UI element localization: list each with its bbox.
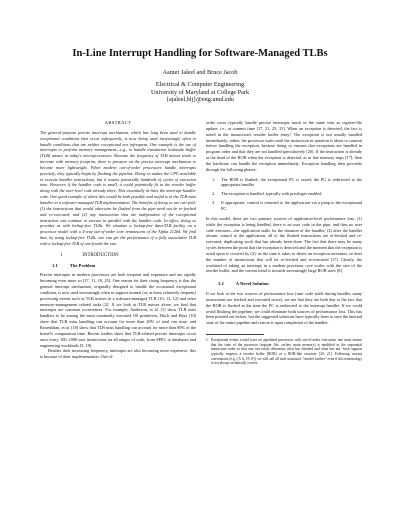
abstract-text: The general-purpose precise interrupt mechanism, which has long been used to handle exceptional conditions that occur infrequently, is now being used increasingly often to handle conditions that are neither exceptional nor infrequent. One example is the use of interrupts to perform memory management—e.g., to handle translation lookaside buffer (TLB) misses in today's microprocessors. Because the frequency of TLB misses tends to increase with memory footprint, there is pressure on the precise interrupt mechanism to become more lightweight. When modern out-of-order processors handle interrupts precisely, they typically begin by flushing the pipeline. Doing so makes the CPU available to execute handler instructions, but it wastes potentially hundreds of cycles of execution time. However, if the handler code is small, it could potentially fit in the reorder buffer along with the user-level code already there. This essentially in-lines the interrupt-handler code. One good example of where this would be both possible and useful is in the TLB-miss handler in a software-managed TLB implementation. The benefits of doing so are two-fold: (1) the instructions that would otherwise be flushed from the pipe need not be re-fetched and re-executed; and (2) any instructions that are independent of the exceptional instruction can continue to execute in parallel with the handler code. In effect, doing so provides us with lockup-free TLBs. We simulate a lockup-free data-TLB facility on a processor model with a 4-way out-of-order core reminiscent of the Alpha 21264. We find that, by using lockup-free TLBs, one can get the performance of a fully associative TLB with a lockup-free TLB of one-fourth the size.: [40, 129, 196, 246]
right-column: [206, 120, 362, 366]
list-number: 1.: [212, 176, 216, 182]
subsection-title: The Problem: [69, 262, 96, 268]
section-number: 1: [60, 252, 63, 258]
section-heading-introduction: [40, 253, 196, 259]
subsection-heading-novel-solution: [206, 281, 362, 287]
author-email: {ajaleel,blj}@eng.umd.edu: [166, 96, 234, 104]
affiliation: [0, 81, 400, 104]
exception-phase-list: [206, 177, 362, 212]
right-paragraph-2: In this model, there are two primary sources of application-level performance loss: (1) while the exception is being handled, there is no user code in the pipe, and thus no user code executes—the application stalls for the duration of the handler; (2) after the handler returns control to the application, all of the flushed instructions are re-fetched and re-executed, duplicating work that has already been done. The fact that there may be many cycles between the point that the exception is detected and the moment that the exception is acted upon is covered by (2): as the time it takes to detect an exception increases, so does the number of instructions that will be re-fetched and re-executed [17]. Clearly, the overhead of taking an interrupt in a modern processor core scales with the size of the reorder buffer, and the current trend is towards increasingly large ROB sizes [8].: [206, 215, 362, 274]
university: University of Maryland at College Park: [150, 88, 250, 96]
footnote-rule: [206, 334, 264, 335]
list-number: 3.: [212, 200, 216, 206]
intro-paragraph-2: Besides their increasing frequency, interrupts are also becoming more expensive; this is because of their implementation. Out-of-: [40, 348, 196, 360]
subsection-heading-problem: [40, 263, 196, 269]
subsection-title: A Novel Solution: [235, 281, 269, 287]
right-paragraph-3: If we look at the two sources of performance loss (user code stalls during handler, many instructions are fetched and executed twice), we see that they are both due to the fact that the ROB is flushed at the time the PC is redirected to the interrupt handler. If we could avoid flushing the pipeline, we could eliminate both sources of performance loss. This has been pointed out before, but the suggested solutions have typically been to save the internal state of the entire pipeline and restore it upon completion of the handler.: [206, 291, 362, 326]
abstract-heading: ABSTRACT: [104, 120, 132, 125]
list-item: [212, 200, 362, 212]
left-column: [40, 120, 196, 360]
list-text: The ROB is flushed; the exceptional PC is saved; the PC is redirected to the appropriate handler: [221, 176, 362, 188]
right-paragraph-1: order cores typically handle precise interrupts much in the same vein as register-file update: i.e., at commit time [17, 21, 25, 15]. When an exception is detected, the fact is noted in the instruction's reorder buffer entry.¹ The exception is not usually handled immediately; rather, the processor waits until the instruction in question is about to commit before handling the exception, because doing so ensures that exceptions are handled in program order and that they are not handled speculatively [20]. If the instruction is already at the head of the ROB when the exception is detected, as in late memory traps [17], then the hardware can handle the exception immediately. Exception handling then proceeds through the following phases:: [206, 120, 362, 172]
paper-authors: Aamer Jaleel and Bruce Jacob: [162, 69, 238, 76]
footnote-text: Exceptional events would have no pipelined processors with out-of-order execution; one must ensure that the state of the processor (register file, caches, main memory) is modified in the sequential instruction order so that one can easily determine what has finished and what has not. Such support typically requires a reorder buffer (ROB) or a ROB-like structure [20, 21]. Following current conventions (e.g., [5, 6, 19, 8]), we will call all such structures "reorder buffers" even if this terminology is not always technically correct.: [211, 338, 362, 366]
intro-paragraph-1: Precise interrupts in modern processors are both frequent and expensive and are rapidly becoming even more so [17, 11, 18, 25]. One reason for their rising frequency is that the general interrupt mechanism, originally designed to handle the occasional exceptional condition, is now used increasingly often to support normal (or, at least, relatively frequent) processing events such as TLB misses in a software-managed TLB [10, 13, 12] and other memory-management related tasks [2]. If we look at TLB misses alone, we find that interrupts are common occurrences. For example, Anderson, et al. [1] show TLB miss handlers to be among the most commonly executed OS primitives; Huck and Hays [10] show that TLB miss handling can account for more than 40% of total run time; and Rosenblum, et al. [18] show that TLB miss handling can account for more than 80% of the kernel's computation time. Recent studies show that TLB-related precise interrupts occur once every 100–1000 user instructions on all ranges of code, from SPEC to databases and engineering workloads [5, 18].: [40, 272, 196, 348]
department: Electrical & Computer Engineering: [155, 81, 245, 88]
list-text: The exception is handled, typically with privileges enabled: [221, 191, 322, 197]
footnote: [206, 338, 362, 366]
list-number: 2.: [212, 191, 216, 197]
section-title: INTRODUCTION: [82, 252, 119, 258]
paper-title: In-Line Interrupt Handling for Software-Managed TLBs: [72, 48, 328, 59]
list-item: [212, 177, 362, 189]
list-text: If appropriate, control is returned to the application via a jump to the exceptional PC.: [221, 200, 362, 211]
subsection-number: 1.2: [218, 281, 224, 287]
footnote-number: 1.: [206, 338, 209, 343]
subsection-number: 1.1: [52, 262, 58, 268]
list-item: [212, 191, 362, 197]
